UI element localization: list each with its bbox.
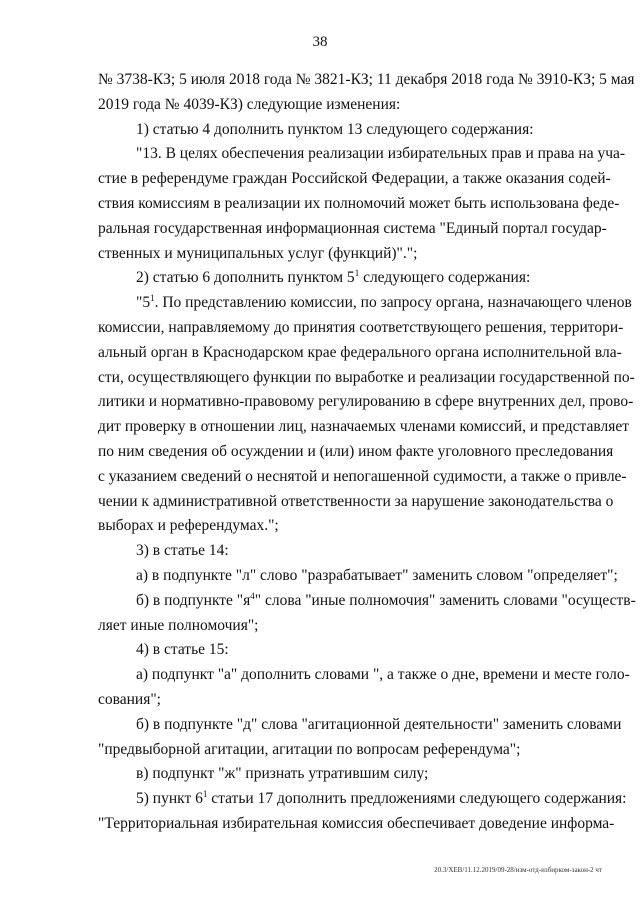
text-line: ральная государственная информационная система "Единый портал государ- [98,219,607,237]
text-line: комиссии, направляемому до принятия соответствующего решения, территори- [98,318,624,336]
text-line: с указанием сведений о неснятой и непогашенной судимости, а также о привле- [98,467,627,485]
superscript: 4 [250,590,255,601]
text-line: дит проверку в отношении лиц, назначаемых членами комиссий, и представляет [98,418,629,436]
text-line: б) в подпункте "$я^4$" слова "иные полномочия" заменить словами "осуществ- [136,590,636,609]
text-line: сти, осуществляющего функции по выработке и реализации государственной по- [98,368,635,386]
text-line: ствия комиссиям в реализации их полномочий может быть использована феде- [98,194,620,212]
text-line: "13. В целях обеспечения реализации избирательных прав и права на уча- [136,145,626,163]
text-line: 4) в статье 15: [136,641,229,659]
text-line: 3) в статье 14: [136,542,229,560]
text-line: "предвыборной агитации, агитации по вопросам референдума"; [98,740,521,758]
text-line: ственных и муниципальных услуг (функций)"."; [98,244,418,262]
text-line: выборах и референдумах."; [98,517,279,535]
text-line: б) в подпункте "д" слова "агитационной деятельности" заменить словами [136,715,622,733]
text-line: альный орган в Краснодарском крае федерального органа исполнительной вла- [98,343,622,361]
footer-file-reference: 20.3/ХЕВ/11.12.2019/09-28/изм-отд-избирком-закон-2 чт [434,866,602,874]
text-line: чении к административной ответственности за нарушение законодательства о [98,492,614,510]
text-line: "Территориальная избирательная комиссия обеспечивает доведение информа- [98,814,615,832]
text-line: № 3738-КЗ; 5 июля 2018 года № 3821-КЗ; 11 декабря 2018 года № 3910-КЗ; 5 мая [98,71,635,88]
document-body [98,68,636,837]
text-line: "$5^1$. По представлению комиссии, по запросу органа, назначающего членов [136,293,632,312]
text-line: в) подпункт "ж" признать утратившим силу; [136,765,429,783]
text-line: а) в подпункте "л" слово "разрабатывает" заменить словом "определяет"; [136,566,618,584]
text-line: ляет иные полномочия"; [98,616,259,634]
superscript: 1 [354,268,360,279]
text-line: а) подпункт "а" дополнить словами ", а также о дне, времени и месте голо- [136,666,630,684]
text-line: 1) статью 4 дополнить пунктом 13 следующего содержания: [136,120,534,138]
text-line: 2) статью 6 дополнить пунктом $5^1$ следующего содержания: [136,268,531,287]
superscript: 1 [150,293,155,304]
text-line: по ним сведения об осуждении и (или) ином факте уголовного преследования [98,442,614,460]
text-line: литики и нормативно-правовому регулированию в сфере внутренних дел, прово- [98,393,634,411]
text-line: сования"; [98,690,161,708]
text-line: 2019 года № 4039-КЗ) следующие изменения: [98,95,401,113]
text-line: стие в референдуме граждан Российской Федерации, а также оказания содей- [98,170,611,188]
page-number: 38 [312,34,328,50]
superscript: 1 [202,788,208,799]
text-line: 5) пункт $6^1$ статьи 17 дополнить предложениями следующего содержания: [136,788,627,808]
